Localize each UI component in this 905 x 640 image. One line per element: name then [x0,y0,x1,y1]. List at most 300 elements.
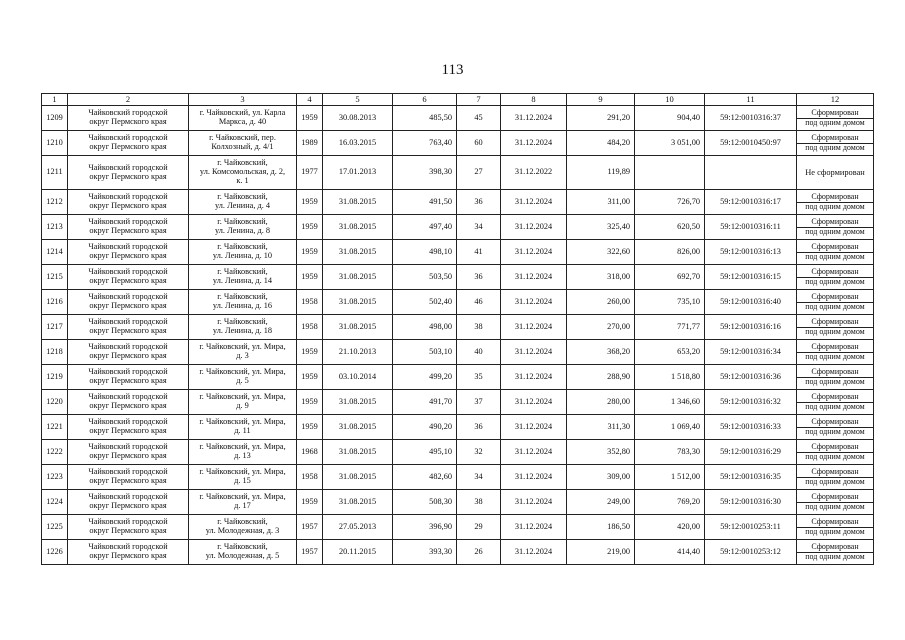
row-number: 1225 [42,515,68,540]
value9-cell: 280,00 [567,390,635,415]
housing-registry-table [41,93,874,565]
address-cell [189,390,297,415]
area-cell: 502,40 [393,290,457,315]
row-number: 1217 [42,315,68,340]
municipality-line: Чайковский городской [88,517,168,527]
address-line: к. 1 [236,175,249,185]
address-line: г. Чайковский, ул. Мира, [199,417,286,427]
header-row [42,94,874,106]
column-header: 1 [42,94,68,106]
municipality-line: Чайковский городской [88,162,168,172]
address-line: ул. Ленина, д. 14 [212,276,273,285]
status-line: под одним домом [797,477,873,487]
table-row [42,540,874,565]
status-line: Сформирован [811,341,859,351]
municipality-cell [68,465,189,490]
municipality-line: округ Пермского края [89,201,167,210]
deadline-cell: 31.12.2024 [501,390,567,415]
deadline-cell: 31.12.2024 [501,131,567,156]
municipality-cell [68,515,189,540]
column-header: 9 [567,94,635,106]
municipality-cell [68,215,189,240]
status-line: Сформирован [811,416,859,426]
row-number: 1213 [42,215,68,240]
deadline-cell: 31.12.2024 [501,515,567,540]
municipality-cell [68,156,189,190]
table-row [42,515,874,540]
status-line: под одним домом [797,252,873,262]
address-line: ул. Ленина, д. 4 [215,201,270,210]
status-line: Сформирован [811,541,859,551]
municipality-line: Чайковский городской [88,542,168,552]
area-cell: 508,30 [393,490,457,515]
table-row [42,415,874,440]
count-cell: 45 [457,106,501,131]
value9-cell: 325,40 [567,215,635,240]
status-line: Сформирован [811,266,859,276]
row-number: 1212 [42,190,68,215]
status-line: под одним домом [797,452,873,462]
address-cell [189,106,297,131]
municipality-cell [68,390,189,415]
table-row [42,365,874,390]
cadastral-number-cell: 59:12:0010316:15 [705,265,797,290]
address-line: г. Чайковский, ул. Мира, [199,492,286,502]
count-cell: 41 [457,240,501,265]
status-cell [797,290,874,315]
status-line: под одним домом [797,402,873,412]
area-cell: 482,60 [393,465,457,490]
date-cell: 21.10.2013 [323,340,393,365]
area-cell: 491,50 [393,190,457,215]
value9-cell: 291,20 [567,106,635,131]
deadline-cell: 31.12.2024 [501,265,567,290]
date-cell: 31.08.2015 [323,390,393,415]
status-line: Сформирован [811,107,859,117]
area-cell: 485,50 [393,106,457,131]
municipality-cell [68,540,189,565]
status-cell [797,465,874,490]
value10-cell: 1 518,80 [635,365,705,390]
status-line: Сформирован [811,466,859,476]
address-cell [189,290,297,315]
municipality-line: округ Пермского края [89,301,167,310]
deadline-cell: 31.12.2024 [501,340,567,365]
row-number: 1219 [42,365,68,390]
address-line: г. Чайковский, пер. [209,133,276,143]
cadastral-number-cell: 59:12:0010316:11 [705,215,797,240]
status-line: под одним домом [797,502,873,512]
row-number: 1223 [42,465,68,490]
status-cell [797,131,874,156]
year-cell: 1958 [297,465,323,490]
cadastral-number-cell: 59:12:0010253:12 [705,540,797,565]
municipality-cell [68,265,189,290]
date-cell: 31.08.2015 [323,240,393,265]
address-line: д. 5 [236,376,249,385]
cadastral-number-cell: 59:12:0010316:37 [705,106,797,131]
table-row [42,465,874,490]
value10-cell: 904,40 [635,106,705,131]
area-cell: 495,10 [393,440,457,465]
year-cell: 1959 [297,106,323,131]
date-cell: 31.08.2015 [323,190,393,215]
municipality-line: Чайковский городской [88,492,168,502]
date-cell: 31.08.2015 [323,490,393,515]
municipality-line: округ Пермского края [89,551,167,560]
column-header: 6 [393,94,457,106]
status-line: под одним домом [797,302,873,312]
count-cell: 35 [457,365,501,390]
status-line: под одним домом [797,352,873,362]
count-cell: 38 [457,315,501,340]
address-line: г. Чайковский, [217,292,268,302]
table-row [42,240,874,265]
value10-cell: 3 051,00 [635,131,705,156]
municipality-cell [68,290,189,315]
cadastral-number-cell: 59:12:0010316:13 [705,240,797,265]
municipality-line: Чайковский городской [88,417,168,427]
column-header: 3 [189,94,297,106]
value9-cell: 322,60 [567,240,635,265]
municipality-cell [68,440,189,465]
address-line: д. 17 [234,501,251,510]
year-cell: 1959 [297,215,323,240]
status-cell [797,415,874,440]
address-line: ул. Комсомольская, д. 2, [199,167,286,177]
status-cell [797,215,874,240]
year-cell: 1989 [297,131,323,156]
count-cell: 37 [457,390,501,415]
municipality-line: округ Пермского края [89,326,167,335]
value9-cell: 484,20 [567,131,635,156]
municipality-line: округ Пермского края [89,426,167,435]
address-line: д. 11 [234,426,251,435]
count-cell: 34 [457,215,501,240]
row-number: 1218 [42,340,68,365]
address-line: д. 3 [236,351,249,360]
address-cell [189,156,297,190]
municipality-line: Чайковский городской [88,242,168,252]
area-cell: 398,30 [393,156,457,190]
address-line: д. 15 [234,476,251,485]
status-line: под одним домом [797,227,873,237]
row-number: 1224 [42,490,68,515]
date-cell: 31.08.2015 [323,215,393,240]
count-cell: 29 [457,515,501,540]
value10-cell: 826,00 [635,240,705,265]
count-cell: 60 [457,131,501,156]
status-line: Не сформирован [805,167,865,177]
date-cell: 03.10.2014 [323,365,393,390]
address-line: Маркса, д. 40 [218,117,267,126]
date-cell: 17.01.2013 [323,156,393,190]
status-line: под одним домом [797,202,873,212]
status-line: под одним домом [797,118,873,128]
year-cell: 1959 [297,415,323,440]
area-cell: 396,90 [393,515,457,540]
table-body [42,106,874,565]
municipality-line: округ Пермского края [89,451,167,460]
value10-cell: 653,20 [635,340,705,365]
table-row [42,215,874,240]
deadline-cell: 31.12.2024 [501,415,567,440]
municipality-line: округ Пермского края [89,501,167,510]
count-cell: 34 [457,465,501,490]
year-cell: 1959 [297,490,323,515]
year-cell: 1959 [297,265,323,290]
cadastral-number-cell: 59:12:0010253:11 [705,515,797,540]
address-line: г. Чайковский, [217,242,268,252]
date-cell: 31.08.2015 [323,315,393,340]
value10-cell: 692,70 [635,265,705,290]
table-row [42,265,874,290]
municipality-cell [68,106,189,131]
deadline-cell: 31.12.2024 [501,440,567,465]
address-line: д. 9 [236,401,249,410]
address-line: г. Чайковский, [217,192,268,202]
status-cell [797,365,874,390]
deadline-cell: 31.12.2024 [501,540,567,565]
address-line: г. Чайковский, ул. Мира, [199,367,286,377]
value10-cell: 783,30 [635,440,705,465]
column-header: 2 [68,94,189,106]
deadline-cell: 31.12.2024 [501,465,567,490]
address-cell [189,490,297,515]
value10-cell: 1 069,40 [635,415,705,440]
date-cell: 16.03.2015 [323,131,393,156]
municipality-line: округ Пермского края [89,476,167,485]
year-cell: 1958 [297,290,323,315]
status-cell [797,390,874,415]
row-number: 1209 [42,106,68,131]
row-number: 1211 [42,156,68,190]
cadastral-number-cell: 59:12:0010316:16 [705,315,797,340]
address-cell [189,340,297,365]
cadastral-number-cell: 59:12:0010316:35 [705,465,797,490]
status-line: под одним домом [797,277,873,287]
municipality-line: округ Пермского края [89,276,167,285]
municipality-line: округ Пермского края [89,171,167,181]
count-cell: 36 [457,415,501,440]
row-number: 1215 [42,265,68,290]
value9-cell: 249,00 [567,490,635,515]
address-line: г. Чайковский, ул. Карла [199,108,286,118]
municipality-cell [68,131,189,156]
cadastral-number-cell: 59:12:0010316:17 [705,190,797,215]
municipality-line: Чайковский городской [88,292,168,302]
status-cell [797,190,874,215]
area-cell: 498,00 [393,315,457,340]
address-line: г. Чайковский, [217,158,268,168]
count-cell: 36 [457,190,501,215]
column-header: 12 [797,94,874,106]
area-cell: 491,70 [393,390,457,415]
municipality-line: Чайковский городской [88,317,168,327]
value10-cell [635,156,705,190]
municipality-cell [68,240,189,265]
status-line: Сформирован [811,366,859,376]
status-line: Сформирован [811,291,859,301]
address-cell [189,515,297,540]
table-row [42,290,874,315]
status-cell [797,540,874,565]
address-cell [189,215,297,240]
area-cell: 499,20 [393,365,457,390]
value9-cell: 309,00 [567,465,635,490]
year-cell: 1959 [297,240,323,265]
municipality-cell [68,490,189,515]
date-cell: 27.05.2013 [323,515,393,540]
municipality-line: округ Пермского края [89,251,167,260]
year-cell: 1959 [297,190,323,215]
address-line: ул. Ленина, д. 16 [212,301,273,310]
year-cell: 1959 [297,390,323,415]
deadline-cell: 31.12.2024 [501,190,567,215]
value9-cell: 288,90 [567,365,635,390]
status-line: под одним домом [797,377,873,387]
municipality-line: Чайковский городской [88,442,168,452]
municipality-line: Чайковский городской [88,192,168,202]
status-cell [797,156,874,190]
table-row [42,156,874,190]
value10-cell: 420,00 [635,515,705,540]
value9-cell: 311,30 [567,415,635,440]
area-cell: 498,10 [393,240,457,265]
status-cell [797,440,874,465]
municipality-line: округ Пермского края [89,142,167,151]
address-cell [189,190,297,215]
municipality-line: округ Пермского края [89,117,167,126]
value9-cell: 311,00 [567,190,635,215]
column-header: 5 [323,94,393,106]
count-cell: 38 [457,490,501,515]
count-cell: 27 [457,156,501,190]
address-cell [189,415,297,440]
cadastral-number-cell: 59:12:0010316:32 [705,390,797,415]
table-row [42,390,874,415]
address-cell [189,240,297,265]
cadastral-number-cell [705,156,797,190]
column-header: 10 [635,94,705,106]
address-cell [189,465,297,490]
value10-cell: 771,77 [635,315,705,340]
municipality-line: Чайковский городской [88,108,168,118]
address-cell [189,131,297,156]
municipality-cell [68,315,189,340]
page-number: 113 [441,62,464,78]
status-line: Сформирован [811,191,859,201]
cadastral-number-cell: 59:12:0010316:36 [705,365,797,390]
address-line: г. Чайковский, ул. Мира, [199,392,286,402]
municipality-line: округ Пермского края [89,526,167,535]
address-cell [189,365,297,390]
table-row [42,490,874,515]
date-cell: 31.08.2015 [323,290,393,315]
address-line: г. Чайковский, [217,217,268,227]
date-cell: 31.08.2015 [323,465,393,490]
value9-cell: 219,00 [567,540,635,565]
date-cell: 31.08.2015 [323,440,393,465]
cadastral-number-cell: 59:12:0010316:34 [705,340,797,365]
status-line: под одним домом [797,552,873,562]
status-line: Сформирован [811,241,859,251]
year-cell: 1957 [297,515,323,540]
date-cell: 20.11.2015 [323,540,393,565]
status-cell [797,490,874,515]
address-line: ул. Ленина, д. 10 [212,251,273,260]
value9-cell: 119,89 [567,156,635,190]
status-line: под одним домом [797,143,873,153]
address-line: ул. Ленина, д. 18 [212,326,273,335]
address-line: г. Чайковский, [217,517,268,527]
status-cell [797,340,874,365]
address-line: г. Чайковский, ул. Мира, [199,342,286,352]
cadastral-number-cell: 59:12:0010316:29 [705,440,797,465]
municipality-cell [68,190,189,215]
address-cell [189,315,297,340]
address-cell [189,265,297,290]
deadline-cell: 31.12.2024 [501,240,567,265]
column-header: 4 [297,94,323,106]
year-cell: 1959 [297,340,323,365]
table-row [42,190,874,215]
year-cell: 1957 [297,540,323,565]
municipality-line: округ Пермского края [89,376,167,385]
deadline-cell: 31.12.2024 [501,215,567,240]
status-line: Сформирован [811,441,859,451]
status-cell [797,265,874,290]
row-number: 1216 [42,290,68,315]
address-cell [189,540,297,565]
value10-cell: 726,70 [635,190,705,215]
value9-cell: 186,50 [567,515,635,540]
value10-cell: 414,40 [635,540,705,565]
cadastral-number-cell: 59:12:0010316:40 [705,290,797,315]
row-number: 1214 [42,240,68,265]
status-line: Сформирован [811,216,859,226]
year-cell: 1958 [297,315,323,340]
value10-cell: 1 512,00 [635,465,705,490]
area-cell: 497,40 [393,215,457,240]
municipality-cell [68,365,189,390]
cadastral-number-cell: 59:12:0010450:97 [705,131,797,156]
area-cell: 503,50 [393,265,457,290]
status-line: Сформирован [811,132,859,142]
count-cell: 46 [457,290,501,315]
status-cell [797,315,874,340]
address-line: ул. Молодежная, д. 5 [205,551,280,560]
address-line: г. Чайковский, ул. Мира, [199,442,286,452]
status-line: Сформирован [811,391,859,401]
year-cell: 1968 [297,440,323,465]
cadastral-number-cell: 59:12:0010316:33 [705,415,797,440]
municipality-line: округ Пермского края [89,351,167,360]
municipality-line: Чайковский городской [88,392,168,402]
address-line: д. 13 [234,451,251,460]
municipality-line: Чайковский городской [88,267,168,277]
row-number: 1226 [42,540,68,565]
cadastral-number-cell: 59:12:0010316:30 [705,490,797,515]
address-line: ул. Молодежная, д. 3 [205,526,280,535]
value10-cell: 769,20 [635,490,705,515]
value10-cell: 735,10 [635,290,705,315]
address-line: Колхозный, д. 4/1 [211,142,274,151]
row-number: 1210 [42,131,68,156]
date-cell: 30.08.2013 [323,106,393,131]
value9-cell: 318,00 [567,265,635,290]
deadline-cell: 31.12.2024 [501,106,567,131]
